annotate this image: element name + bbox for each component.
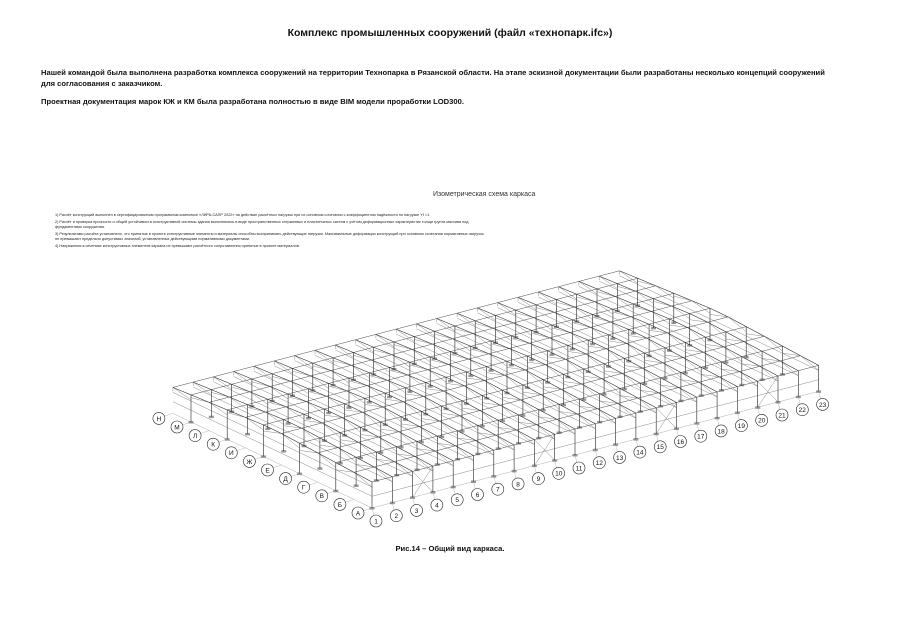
figure-caption: Рис.14 – Общий вид каркаса.	[395, 544, 505, 553]
axis-number-12	[593, 457, 605, 469]
axis-letter-6	[262, 464, 274, 476]
svg-text:2: 2	[394, 513, 399, 521]
axis-number-15	[654, 441, 666, 453]
svg-text:6: 6	[475, 491, 480, 499]
calculation-notes	[55, 213, 485, 251]
svg-text:Г: Г	[301, 484, 306, 492]
svg-text:17: 17	[697, 433, 705, 441]
svg-text:Б: Б	[337, 501, 343, 509]
axis-number-13	[614, 451, 626, 463]
axis-number-20	[756, 414, 768, 426]
axis-number-11	[573, 462, 585, 474]
axis-letter-5	[280, 473, 292, 485]
svg-text:21: 21	[778, 412, 786, 420]
svg-text:12: 12	[595, 460, 603, 468]
svg-text:22: 22	[798, 407, 806, 415]
svg-text:5: 5	[455, 497, 460, 505]
svg-text:Д: Д	[283, 476, 288, 483]
svg-text:Ж: Ж	[246, 458, 253, 466]
axis-letter-2	[334, 498, 346, 510]
svg-text:3: 3	[414, 507, 419, 515]
svg-text:23: 23	[818, 401, 827, 409]
axis-letter-4	[298, 481, 310, 493]
axis-letter-1	[352, 507, 364, 519]
svg-text:1: 1	[374, 518, 378, 526]
axis-number-8	[512, 478, 524, 490]
axis-number-5	[451, 494, 463, 506]
axis-number-16	[675, 436, 687, 448]
axis-number-18	[715, 425, 727, 437]
steel-frame	[164, 271, 821, 516]
axis-letter-9	[207, 438, 219, 450]
page-title: Комплекс промышленных сооружений (файл «технопарк.ifc»)	[287, 27, 613, 39]
grid-axis-markers	[153, 398, 829, 527]
svg-text:В: В	[319, 493, 324, 501]
note-1: 1) Расчёт конструкций выполнен в сертифицированном программном комплексе «ЛИРА-САПР 2022» на действие расчётных нагрузок при их основном сочетании с коэффициентом надёжности по нагрузке Yf =1.	[55, 213, 431, 217]
svg-text:11: 11	[575, 465, 583, 473]
note-4: 4) Напряжения в сечениях конструктивных элементов каркаса не превышают расчётного сопротивления принятых в проекте материалов.	[55, 244, 300, 248]
svg-text:18: 18	[717, 428, 725, 436]
svg-text:19: 19	[737, 423, 746, 430]
axis-number-1	[370, 515, 382, 527]
svg-text:7: 7	[495, 486, 500, 494]
svg-text:20: 20	[758, 417, 766, 425]
intro-paragraph: Нашей командой была выполнена разработка комплекса сооружений на территории Технопарка в Рязанской области. На этапе эскизной документации были разработаны несколько концепций сооружений для согласования с заказчиком.	[41, 68, 825, 88]
axis-number-21	[776, 409, 788, 421]
svg-text:М: М	[174, 424, 180, 432]
svg-text:4: 4	[435, 502, 439, 510]
svg-text:9: 9	[536, 476, 541, 483]
svg-text:10: 10	[555, 470, 563, 478]
axis-number-23	[817, 398, 829, 410]
axis-number-3	[411, 504, 423, 516]
scheme-title: Изометрическая схема каркаса	[433, 191, 536, 198]
axis-number-6	[472, 489, 484, 501]
axis-number-4	[431, 499, 443, 511]
axis-number-14	[634, 446, 646, 458]
axis-number-2	[390, 510, 402, 522]
axis-letter-7	[243, 455, 255, 467]
axis-letter-8	[225, 447, 237, 459]
documentation-paragraph: Проектная документация марок КЖ и КМ была разработана полностью в виде BIM модели проработки LOD300.	[41, 97, 464, 106]
svg-text:8: 8	[516, 481, 520, 489]
axis-letter-12	[153, 412, 165, 424]
svg-text:Н: Н	[156, 415, 162, 423]
svg-text:16: 16	[676, 438, 685, 446]
svg-text:Л: Л	[192, 433, 198, 440]
axis-letter-3	[316, 490, 328, 502]
axis-number-17	[695, 430, 707, 442]
note-2: 2) Расчёт и проверка прочности и общей устойчивости конструктивной системы здания выполнялись в виде пространственных стержневых и пластинчатых систем с учётом деформационных характеристик толщи грунта массива под фундаментами сооружения.	[55, 220, 469, 229]
axis-letter-10	[189, 430, 201, 442]
svg-text:15: 15	[656, 444, 664, 452]
axis-number-19	[735, 420, 747, 432]
svg-text:14: 14	[636, 449, 644, 457]
svg-text:Е: Е	[265, 467, 270, 475]
svg-text:А: А	[355, 510, 361, 518]
axis-number-10	[553, 467, 565, 479]
axis-number-22	[796, 404, 808, 416]
svg-text:13: 13	[615, 454, 624, 462]
svg-text:К: К	[211, 441, 216, 449]
axis-number-9	[532, 473, 544, 485]
note-3: 3) Результатами расчёта установлено, что принятые в проекте конструктивные элементы и материалы способны воспринимать действующие нагрузки. Максимальные деформации конструкций при основном сочетании нормативных нагрузок не превышают предельно допустимых значений, установленных действующими нормативными документами.	[55, 232, 484, 241]
svg-text:И: И	[228, 450, 234, 458]
axis-number-7	[492, 483, 504, 495]
axis-letter-11	[171, 421, 183, 433]
